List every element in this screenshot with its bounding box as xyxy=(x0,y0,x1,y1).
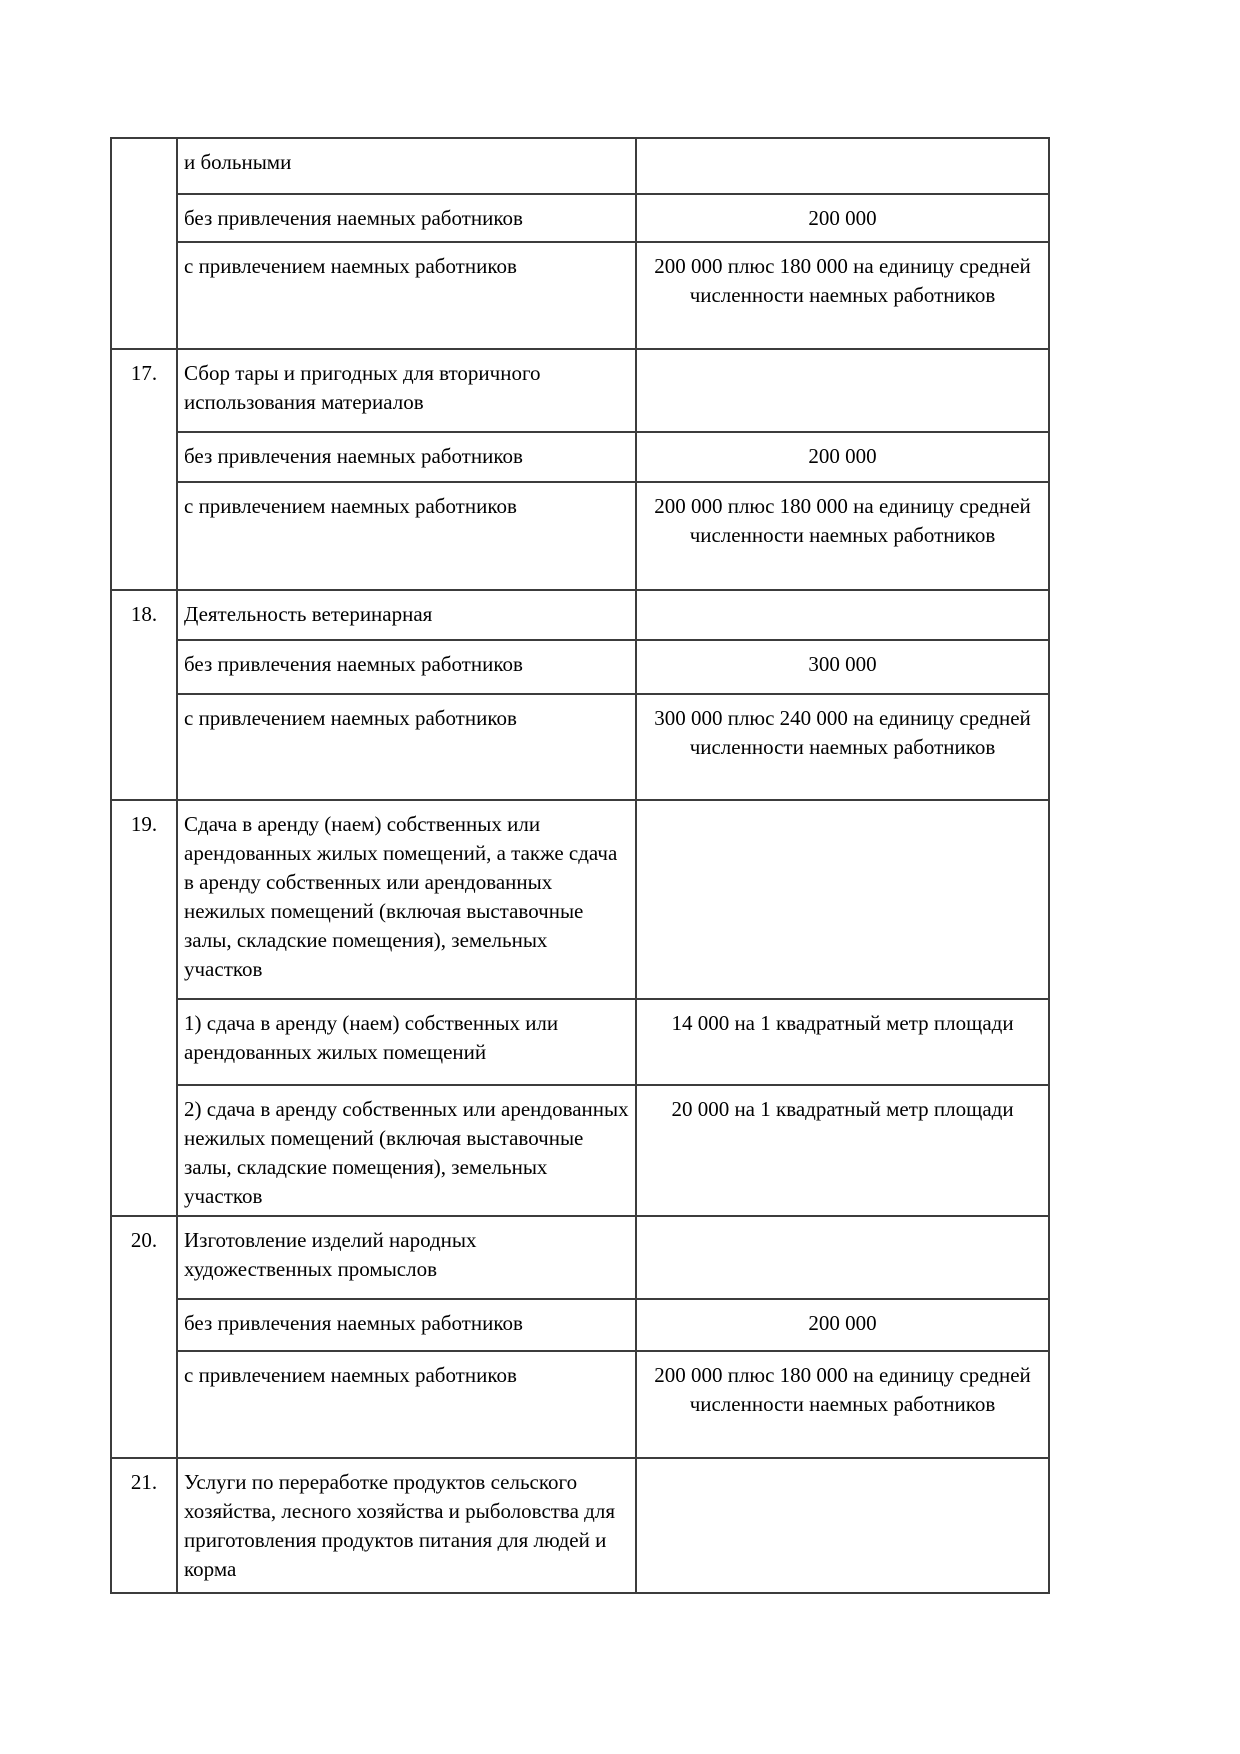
table-row xyxy=(111,1458,1049,1593)
income-amount: 300 000 плюс 240 000 на единицу средней численности наемных работников xyxy=(636,694,1049,800)
row-number: 20. xyxy=(111,1216,177,1458)
table-row xyxy=(111,999,1049,1085)
income-amount xyxy=(636,138,1049,194)
activity-description: с привлечением наемных работников xyxy=(177,242,636,349)
table-row xyxy=(111,1216,1049,1299)
activity-description: Деятельность ветеринарная xyxy=(177,590,636,640)
activity-description: с привлечением наемных работников xyxy=(177,482,636,590)
row-number: 18. xyxy=(111,590,177,800)
income-amount xyxy=(636,590,1049,640)
table-row xyxy=(111,482,1049,590)
income-table xyxy=(110,137,1050,1594)
activity-description: Сдача в аренду (наем) собственных или арендованных жилых помещений, а также сдача в аренду собственных или арендованных нежилых помещений (включая выставочные залы, складские помещения), земельных участков xyxy=(177,800,636,999)
row-number: 19. xyxy=(111,800,177,1216)
income-amount xyxy=(636,1216,1049,1299)
activity-description: и больными xyxy=(177,138,636,194)
income-amount: 20 000 на 1 квадратный метр площади xyxy=(636,1085,1049,1216)
table-row xyxy=(111,138,1049,194)
table-row xyxy=(111,242,1049,349)
table-row xyxy=(111,432,1049,482)
activity-description: Сбор тары и пригодных для вторичного использования материалов xyxy=(177,349,636,432)
activity-description: 2) сдача в аренду собственных или арендованных нежилых помещений (включая выставочные залы, складские помещения), земельных участков xyxy=(177,1085,636,1216)
activity-description: без привлечения наемных работников xyxy=(177,640,636,694)
table-row xyxy=(111,640,1049,694)
income-amount xyxy=(636,349,1049,432)
table-row xyxy=(111,694,1049,800)
row-number xyxy=(111,138,177,349)
income-amount: 200 000 xyxy=(636,432,1049,482)
income-amount: 300 000 xyxy=(636,640,1049,694)
table-row xyxy=(111,1351,1049,1458)
income-amount xyxy=(636,1458,1049,1593)
table-row xyxy=(111,590,1049,640)
table-row xyxy=(111,1085,1049,1216)
activity-description: без привлечения наемных работников xyxy=(177,1299,636,1351)
activity-description: с привлечением наемных работников xyxy=(177,694,636,800)
table-row xyxy=(111,1299,1049,1351)
row-number: 21. xyxy=(111,1458,177,1593)
activity-description: без привлечения наемных работников xyxy=(177,432,636,482)
income-amount: 200 000 xyxy=(636,1299,1049,1351)
activity-description: 1) сдача в аренду (наем) собственных или арендованных жилых помещений xyxy=(177,999,636,1085)
activity-description: Изготовление изделий народных художественных промыслов xyxy=(177,1216,636,1299)
income-amount: 200 000 плюс 180 000 на единицу средней численности наемных работников xyxy=(636,242,1049,349)
activity-description: с привлечением наемных работников xyxy=(177,1351,636,1458)
row-number: 17. xyxy=(111,349,177,590)
activity-description: без привлечения наемных работников xyxy=(177,194,636,242)
table-row xyxy=(111,800,1049,999)
activity-description: Услуги по переработке продуктов сельского хозяйства, лесного хозяйства и рыболовства для приготовления продуктов питания для людей и корма xyxy=(177,1458,636,1593)
income-amount: 200 000 плюс 180 000 на единицу средней численности наемных работников xyxy=(636,1351,1049,1458)
table-row xyxy=(111,194,1049,242)
income-amount: 14 000 на 1 квадратный метр площади xyxy=(636,999,1049,1085)
table-row xyxy=(111,349,1049,432)
income-amount: 200 000 плюс 180 000 на единицу средней численности наемных работников xyxy=(636,482,1049,590)
income-amount: 200 000 xyxy=(636,194,1049,242)
income-amount xyxy=(636,800,1049,999)
